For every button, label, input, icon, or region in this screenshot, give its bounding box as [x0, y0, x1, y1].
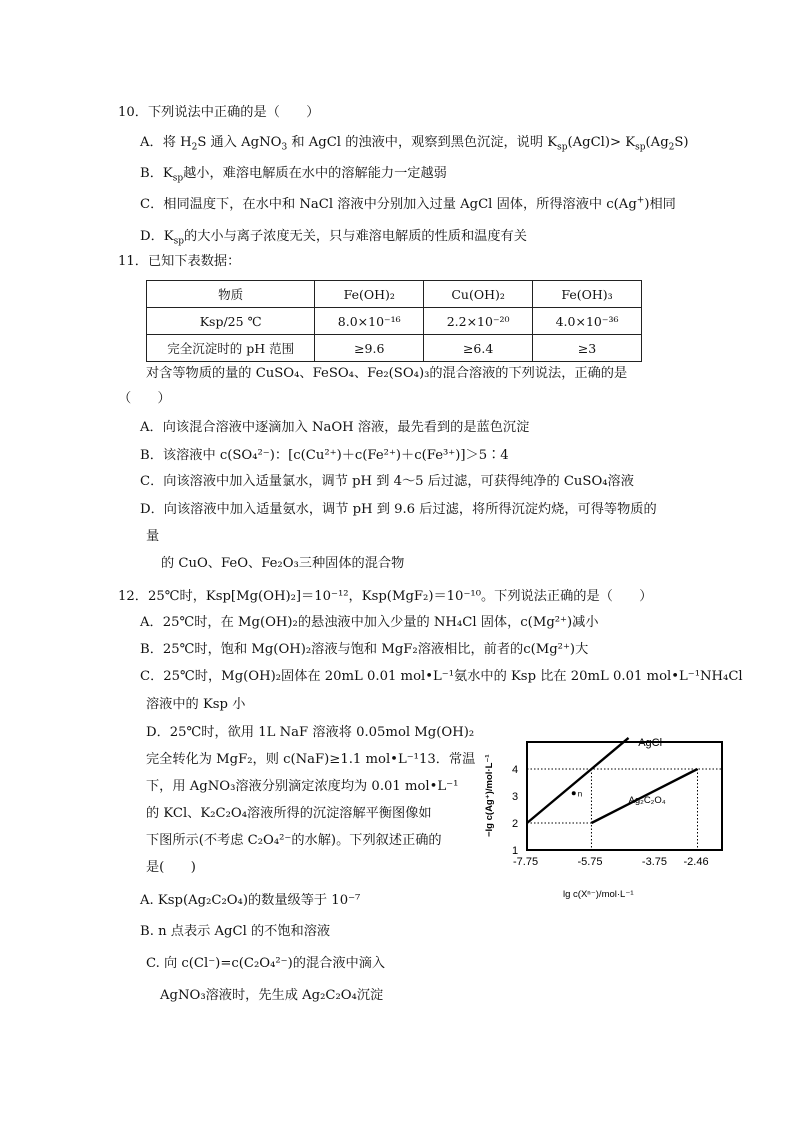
q12-stem: 12．25℃时，Ksp[Mg(OH)₂]＝10⁻¹²，Ksp(MgF₂)＝10⁻¹⁰。下列说法正确的是（ ）: [118, 589, 653, 604]
q11-stem: 11．已知下表数据：: [118, 254, 241, 269]
table-cell: ≥3: [533, 335, 642, 362]
q12-option-d-line: 完全转化为 MgF₂，则 c(NaF)≥1.1 mol•L⁻¹13．常温: [146, 752, 476, 767]
q13-option-a: A. Ksp(Ag₂C₂O₄)的数量级等于 10⁻⁷: [140, 893, 361, 908]
table-cell: ≥6.4: [424, 335, 533, 362]
q12-option-d-line: 下图所示(不考虑 C₂O₄²⁻的水解)。下列叙述正确的: [146, 833, 442, 848]
y-tick-label: 4: [512, 764, 519, 776]
table-header: Fe(OH)₃: [533, 281, 642, 308]
solubility-chart: [478, 737, 728, 912]
q10-option-b: B．$K_{sp}$越小，难溶电解质在水中的溶解能力一定越弱: [140, 166, 447, 184]
q12-option-d-line: 的 KCl、K₂C₂O₄溶液所得的沉淀溶解平衡图像如: [146, 806, 432, 821]
q13-option-c-cont: AgNO₃溶液时，先生成 Ag₂C₂O₄沉淀: [160, 988, 384, 1003]
y-axis-label: −lg c(Ag⁺)/mol·L⁻¹: [484, 754, 495, 837]
q10-option-d: D．$K_{sp}$的大小与离子浓度无关，只与难溶电解质的性质和温度有关: [140, 229, 527, 247]
q10-stem: 10．下列说法中正确的是（ ）: [118, 105, 320, 120]
table-cell: 4.0×10⁻³⁶: [533, 308, 642, 335]
q11-option-b: B．该溶液中 c(SO₄²⁻)：[c(Cu²⁺)＋c(Fe²⁺)＋c(Fe³⁺)]＞5∶4: [140, 448, 509, 463]
series-lines: [527, 738, 698, 823]
q11-option-d-cont: 量: [146, 529, 160, 544]
q11-option-c: C．向该溶液中加入适量氯水，调节 pH 到 4～5 后过滤，可获得纯净的 CuSO₄溶液: [140, 474, 634, 489]
q13-option-b: B. n 点表示 AgCl 的不饱和溶液: [140, 924, 331, 939]
y-tick-label: 3: [512, 791, 519, 803]
table-row: [147, 335, 642, 362]
table-header: Cu(OH)₂: [424, 281, 533, 308]
q10-option-c: C．相同温度下，在水中和 NaCl 溶液中分别加入过量 AgCl 固体，所得溶液中 c(Ag+)相同: [140, 195, 676, 212]
q11-option-a: A．向该混合溶液中逐滴加入 NaOH 溶液，最先看到的是蓝色沉淀: [140, 420, 530, 435]
plot-frame: [527, 742, 722, 850]
q12-option-d-line: D．25℃时，欲用 1L NaF 溶液将 0.05mol Mg(OH)₂: [146, 725, 475, 740]
x-tick-label: -2.46: [683, 856, 709, 868]
q12-option-a: A．25℃时，在 Mg(OH)₂的悬浊液中加入少量的 NH₄Cl 固体，c(Mg²⁺)减小: [140, 615, 599, 630]
series-label-agcl: AgCl: [638, 737, 663, 749]
table-row: [147, 281, 642, 308]
series-line-0: [527, 738, 629, 823]
table-row: [147, 308, 642, 335]
q12-option-d-line: 是( ): [146, 860, 196, 875]
point-n: [572, 791, 576, 795]
table-cell: 2.2×10⁻²⁰: [424, 308, 533, 335]
y-tick-label: 1: [512, 845, 519, 857]
q12-option-d-line: 下，用 AgNO₃溶液分别滴定浓度均为 0.01 mol•L⁻¹: [146, 779, 459, 794]
x-tick-label: -5.75: [577, 856, 603, 868]
q11-option-d: D．向该溶液中加入适量氨水，调节 pH 到 9.6 后过滤，将所得沉淀灼烧，可得等物质的: [140, 502, 657, 517]
table-cell: ≥9.6: [315, 335, 424, 362]
table-cell: Ksp/25 ℃: [147, 308, 315, 335]
ksp-table: [146, 280, 642, 362]
q13-option-c: C. 向 c(Cl⁻)=c(C₂O₄²⁻)的混合液中滴入: [146, 956, 386, 971]
table-cell: 8.0×10⁻¹⁶: [315, 308, 424, 335]
q12-option-c: C．25℃时，Mg(OH)₂固体在 20mL 0.01 mol•L⁻¹氨水中的 Ksp 比在 20mL 0.01 mol•L⁻¹NH₄Cl: [140, 669, 743, 684]
q11-paren: （ ）: [118, 391, 171, 406]
point-n-label: n: [577, 789, 583, 799]
q11-lead: 对含等物质的量的 CuSO₄、FeSO₄、Fe₂(SO₄)₃的混合溶液的下列说法，正确的是: [146, 366, 628, 381]
x-tick-label: -3.75: [641, 856, 668, 868]
y-tick-label: 2: [512, 818, 519, 830]
table-cell: 完全沉淀时的 pH 范围: [147, 335, 315, 362]
q12-option-c-cont: 溶液中的 Ksp 小: [146, 697, 246, 712]
q11-option-d-end: 的 CuO、FeO、Fe₂O₃三种固体的混合物: [161, 556, 405, 571]
x-tick-label: -7.75: [513, 856, 539, 868]
q10-option-a: A．将 $H_2S$ 通入 AgNO$_3$ 和 AgCl 的浊液中，观察到黑色沉淀，说明 $K_{sp}(AgCl)> K_{sp}(Ag_2S)$: [140, 135, 689, 153]
table-header: 物质: [147, 281, 315, 308]
dotted-guides: [527, 769, 722, 850]
series-label-ag2c2o4: Ag₂C₂O₄: [628, 794, 666, 806]
table-header: Fe(OH)₂: [315, 281, 424, 308]
x-axis-label: lg c(Xⁿ⁻)/mol·L⁻¹: [563, 889, 634, 900]
q12-option-b: B．25℃时，饱和 Mg(OH)₂溶液与饱和 MgF₂溶液相比，前者的c(Mg²⁺)大: [140, 642, 589, 657]
